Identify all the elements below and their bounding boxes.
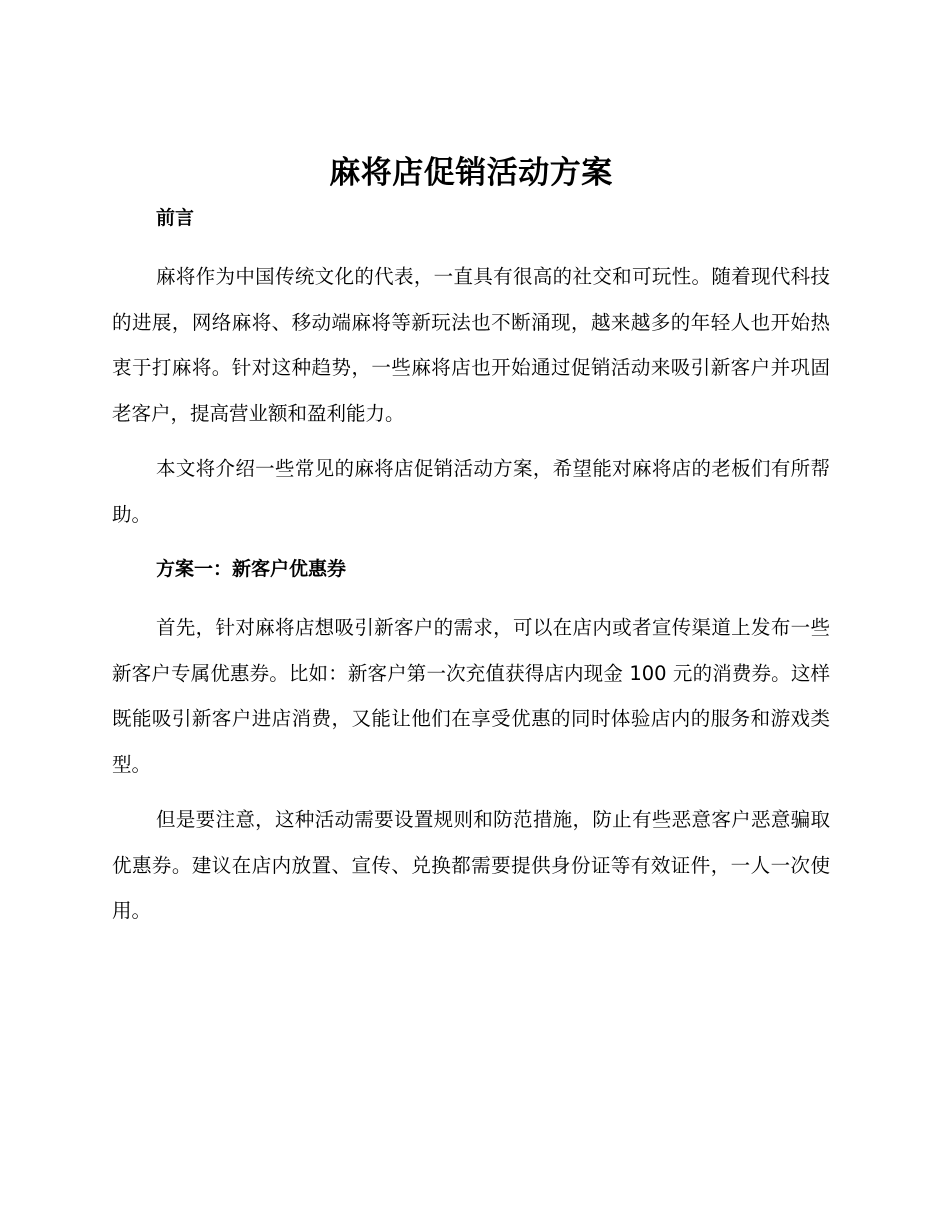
section-heading: 方案一：新客户优惠券	[156, 558, 347, 580]
section-preface	[112, 204, 830, 537]
paragraph: 但是要注意，这种活动需要设置规则和防范措施，防止有些恶意客户恶意骗取优惠券。建议在店内放置、宣传、兑换都需要提供身份证等有效证件，一人一次使用。	[112, 808, 830, 922]
paragraph: 首先，针对麻将店想吸引新客户的需求，可以在店内或者宣传渠道上发布一些新客户专属优惠券。比如：新客户第一次充值获得店内现金 100 元的消费券。这样既能吸引新客户进店消费，又能让他们在享受优惠的同时体验店内的服务和游戏类型。	[112, 616, 830, 776]
section-plan-one	[112, 555, 830, 934]
paragraph: 麻将作为中国传统文化的代表，一直具有很高的社交和可玩性。随着现代科技的进展，网络麻将、移动端麻将等新玩法也不断涌现，越来越多的年轻人也开始热衷于打麻将。针对这种趋势，一些麻将店也开始通过促销活动来吸引新客户并巩固老客户，提高营业额和盈利能力。	[112, 265, 830, 425]
document-page	[112, 150, 830, 944]
paragraph: 本文将介绍一些常见的麻将店促销活动方案，希望能对麻将店的老板们有所帮助。	[112, 457, 830, 526]
section-heading: 前言	[156, 207, 195, 229]
document-title: 麻将店促销活动方案	[329, 155, 613, 191]
